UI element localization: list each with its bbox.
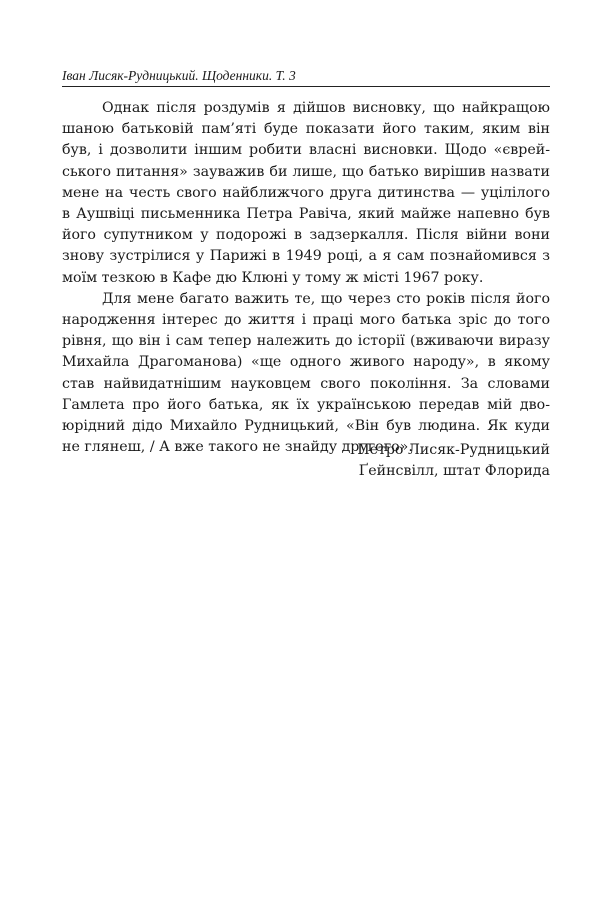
body-text — [62, 98, 550, 458]
signature-name: Петро Лисяк-Рудницький — [357, 442, 550, 458]
header-title: Іван Лисяк-Рудницький. Щоденники. Т. 3 — [62, 68, 296, 83]
paragraph-1: Однак після роздумів я дійшов висновку, що найкращою шаною батьковій пам’яті буде показати його таким, яким він був, і дозволити іншим робити власні висновки. Щодо «єврейського питання» зауважив би лише, що батько вирішив назвати мене на честь свого найближчого друга дитинства — уцілілого в Аушвіці письменника Петра Равіча, який майже напевно був його супутником у подорожі в задзеркалля. Після війни вони знову зустрілися у Парижі в 1949 році, а я сам познайомився з моїм тезкою в Кафе дю Клюні у тому ж місті 1967 року. — [62, 100, 550, 286]
paragraph-2: Для мене багато важить те, що через сто років після його народження інтерес до життя і праці мого батька зріс до того рівня, що він і сам тепер належить до історії (вживаючи виразу Михайла Драгоманова) «ще одного живого народу», в якому став найвидатнішим науковцем свого покоління. За словами Гамлета про його батька, як їх українською передав мій двоюрідний дідо Михайло Рудницький, «Він був людина. Як куди не глянеш, / А вже такого не знайду другого». — [62, 290, 550, 456]
running-header — [62, 68, 550, 87]
signature-place: Ґейнсвілл, штат Флорида — [358, 463, 550, 480]
signature-block — [357, 440, 550, 482]
